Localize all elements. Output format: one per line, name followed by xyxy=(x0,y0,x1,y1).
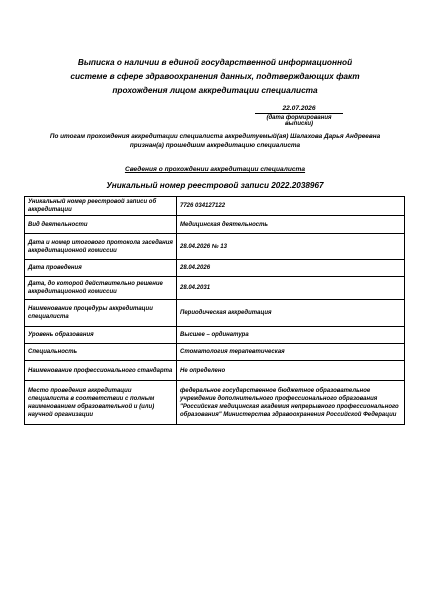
row-value: Высшее – ординатура xyxy=(177,327,405,344)
row-value: Периодическая аккредитация xyxy=(177,300,405,327)
table-row xyxy=(25,344,405,361)
row-value: 28.04.2026 № 13 xyxy=(177,234,405,260)
row-label: Уровень образования xyxy=(25,327,177,344)
row-value: федеральное государственное бюджетное образовательное учреждение дополнительного профессионального образования "Российская медицинская академия непрерывного профессионального образования" Министерства здравоохранения Российской Федерации xyxy=(177,381,405,425)
table-row xyxy=(25,327,405,344)
row-value: Стоматология терапевтическая xyxy=(177,344,405,361)
row-label: Наименование процедуры аккредитации специалиста xyxy=(25,300,177,327)
table-row xyxy=(25,300,405,327)
table-row xyxy=(25,361,405,381)
row-label: Дата и номер итогового протокола заседания аккредитационной комиссии xyxy=(25,234,177,260)
intro-line: признан(а) прошедшим аккредитацию специалиста xyxy=(129,142,301,149)
table-row xyxy=(25,234,405,260)
row-label: Уникальный номер реестровой записи об аккредитации xyxy=(25,197,177,216)
row-label: Дата проведения xyxy=(25,260,177,277)
row-label: Наименование профессионального стандарта xyxy=(25,361,177,381)
title-line: Выписка о наличии в единой государственной информационной xyxy=(77,57,353,67)
row-label: Вид деятельности xyxy=(25,216,177,234)
intro-line: По итогам прохождения аккредитации специалиста аккредитуемый(ая) Шалахова Дарья Андреевна xyxy=(49,133,381,140)
row-value: Медицинская деятельность xyxy=(177,216,405,234)
issue-date: 22.07.2026 xyxy=(255,105,343,114)
document-title xyxy=(60,55,370,97)
row-value: 28.04.2026 xyxy=(177,260,405,277)
table-row xyxy=(25,381,405,425)
table-row xyxy=(25,216,405,234)
record-number: Уникальный номер реестровой записи 2022.2038967 xyxy=(106,181,324,190)
info-heading xyxy=(25,166,405,173)
row-label: Специальность xyxy=(25,344,177,361)
accreditation-table xyxy=(24,196,405,425)
table-row xyxy=(25,277,405,300)
title-line: системе в сфере здравоохранения данных, подтверждающих факт xyxy=(70,71,360,81)
row-value: 28.04.2031 xyxy=(177,277,405,300)
row-value: 7726 034127122 xyxy=(177,197,405,216)
intro-text xyxy=(25,132,405,150)
issue-date-caption: (дата формирования выписки) xyxy=(266,115,332,127)
row-label: Место проведения аккредитации специалиста в соответствии с полным наименованием образовательной и (или) научной организации xyxy=(25,381,177,425)
info-heading-text: Сведения о прохождении аккредитации специалиста xyxy=(124,166,306,173)
table-row xyxy=(25,260,405,277)
title-line: прохождения лицом аккредитации специалиста xyxy=(112,85,318,95)
table-row xyxy=(25,197,405,216)
row-value: Не определено xyxy=(177,361,405,381)
row-label: Дата, до которой действительно решение аккредитационной комиссии xyxy=(25,277,177,300)
